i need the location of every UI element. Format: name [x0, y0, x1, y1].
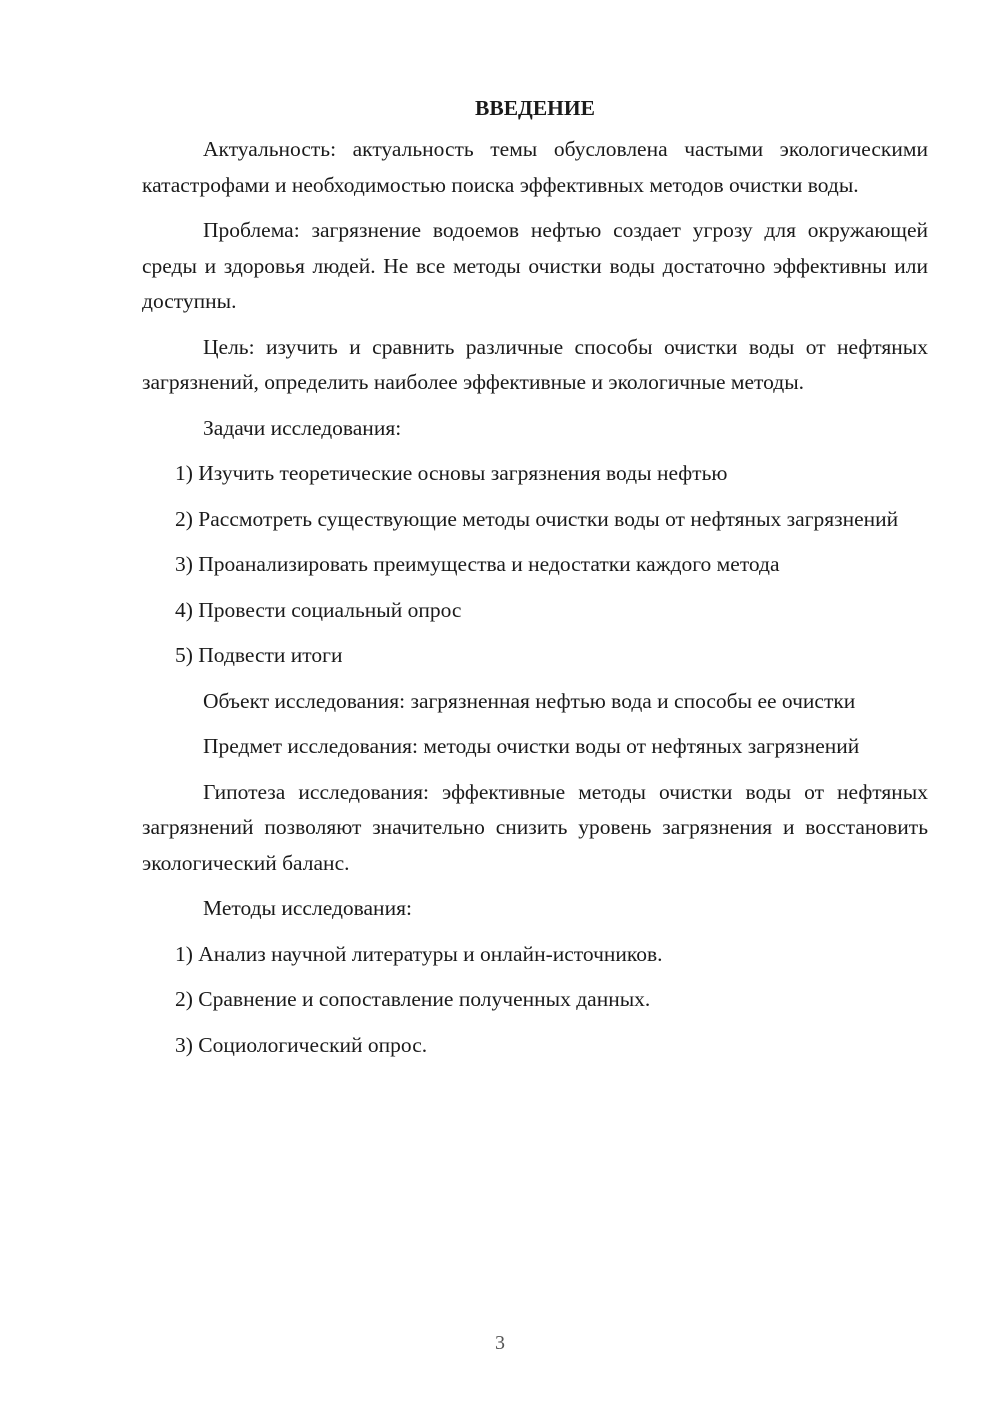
- method-item: 1) Анализ научной литературы и онлайн-источников.: [175, 941, 663, 966]
- task-item: 4) Провести социальный опрос: [175, 597, 462, 622]
- method-item: 2) Сравнение и сопоставление полученных данных.: [175, 987, 651, 1011]
- document-page: [142, 90, 928, 1073]
- goal-paragraph: Цель: изучить и сравнить различные способы очистки воды от нефтяных загрязнений, определить наиболее эффективные и экологичные методы.: [142, 334, 928, 394]
- tasks-heading: Задачи исследования:: [203, 415, 402, 440]
- relevance-paragraph: Актуальность: актуальность темы обусловлена частыми экологическими катастрофами и необходимостью поиска эффективных методов очистки воды.: [142, 137, 928, 197]
- hypothesis-paragraph: Гипотеза исследования: эффективные методы очистки воды от нефтяных загрязнений позволяют значительно снизить уровень загрязнения и восстановить экологический баланс.: [142, 779, 928, 875]
- document-title: ВВЕДЕНИЕ: [475, 96, 595, 120]
- task-item: 5) Подвести итоги: [175, 643, 343, 667]
- object-paragraph: Объект исследования: загрязненная нефтью вода и способы ее очистки: [203, 688, 856, 713]
- task-item: 1) Изучить теоретические основы загрязнения воды нефтью: [175, 461, 728, 485]
- task-item: 3) Проанализировать преимущества и недостатки каждого метода: [175, 552, 780, 576]
- problem-paragraph: Проблема: загрязнение водоемов нефтью создает угрозу для окружающей среды и здоровья людей. Не все методы очистки воды достаточно эффективны или доступны.: [142, 218, 928, 313]
- page-number: 3: [495, 1332, 505, 1354]
- subject-paragraph: Предмет исследования: методы очистки воды от нефтяных загрязнений: [203, 734, 860, 758]
- task-item: 2) Рассмотреть существующие методы очистки воды от нефтяных загрязнений: [175, 506, 899, 531]
- method-item: 3) Социологический опрос.: [175, 1032, 428, 1057]
- methods-heading: Методы исследования:: [203, 896, 412, 920]
